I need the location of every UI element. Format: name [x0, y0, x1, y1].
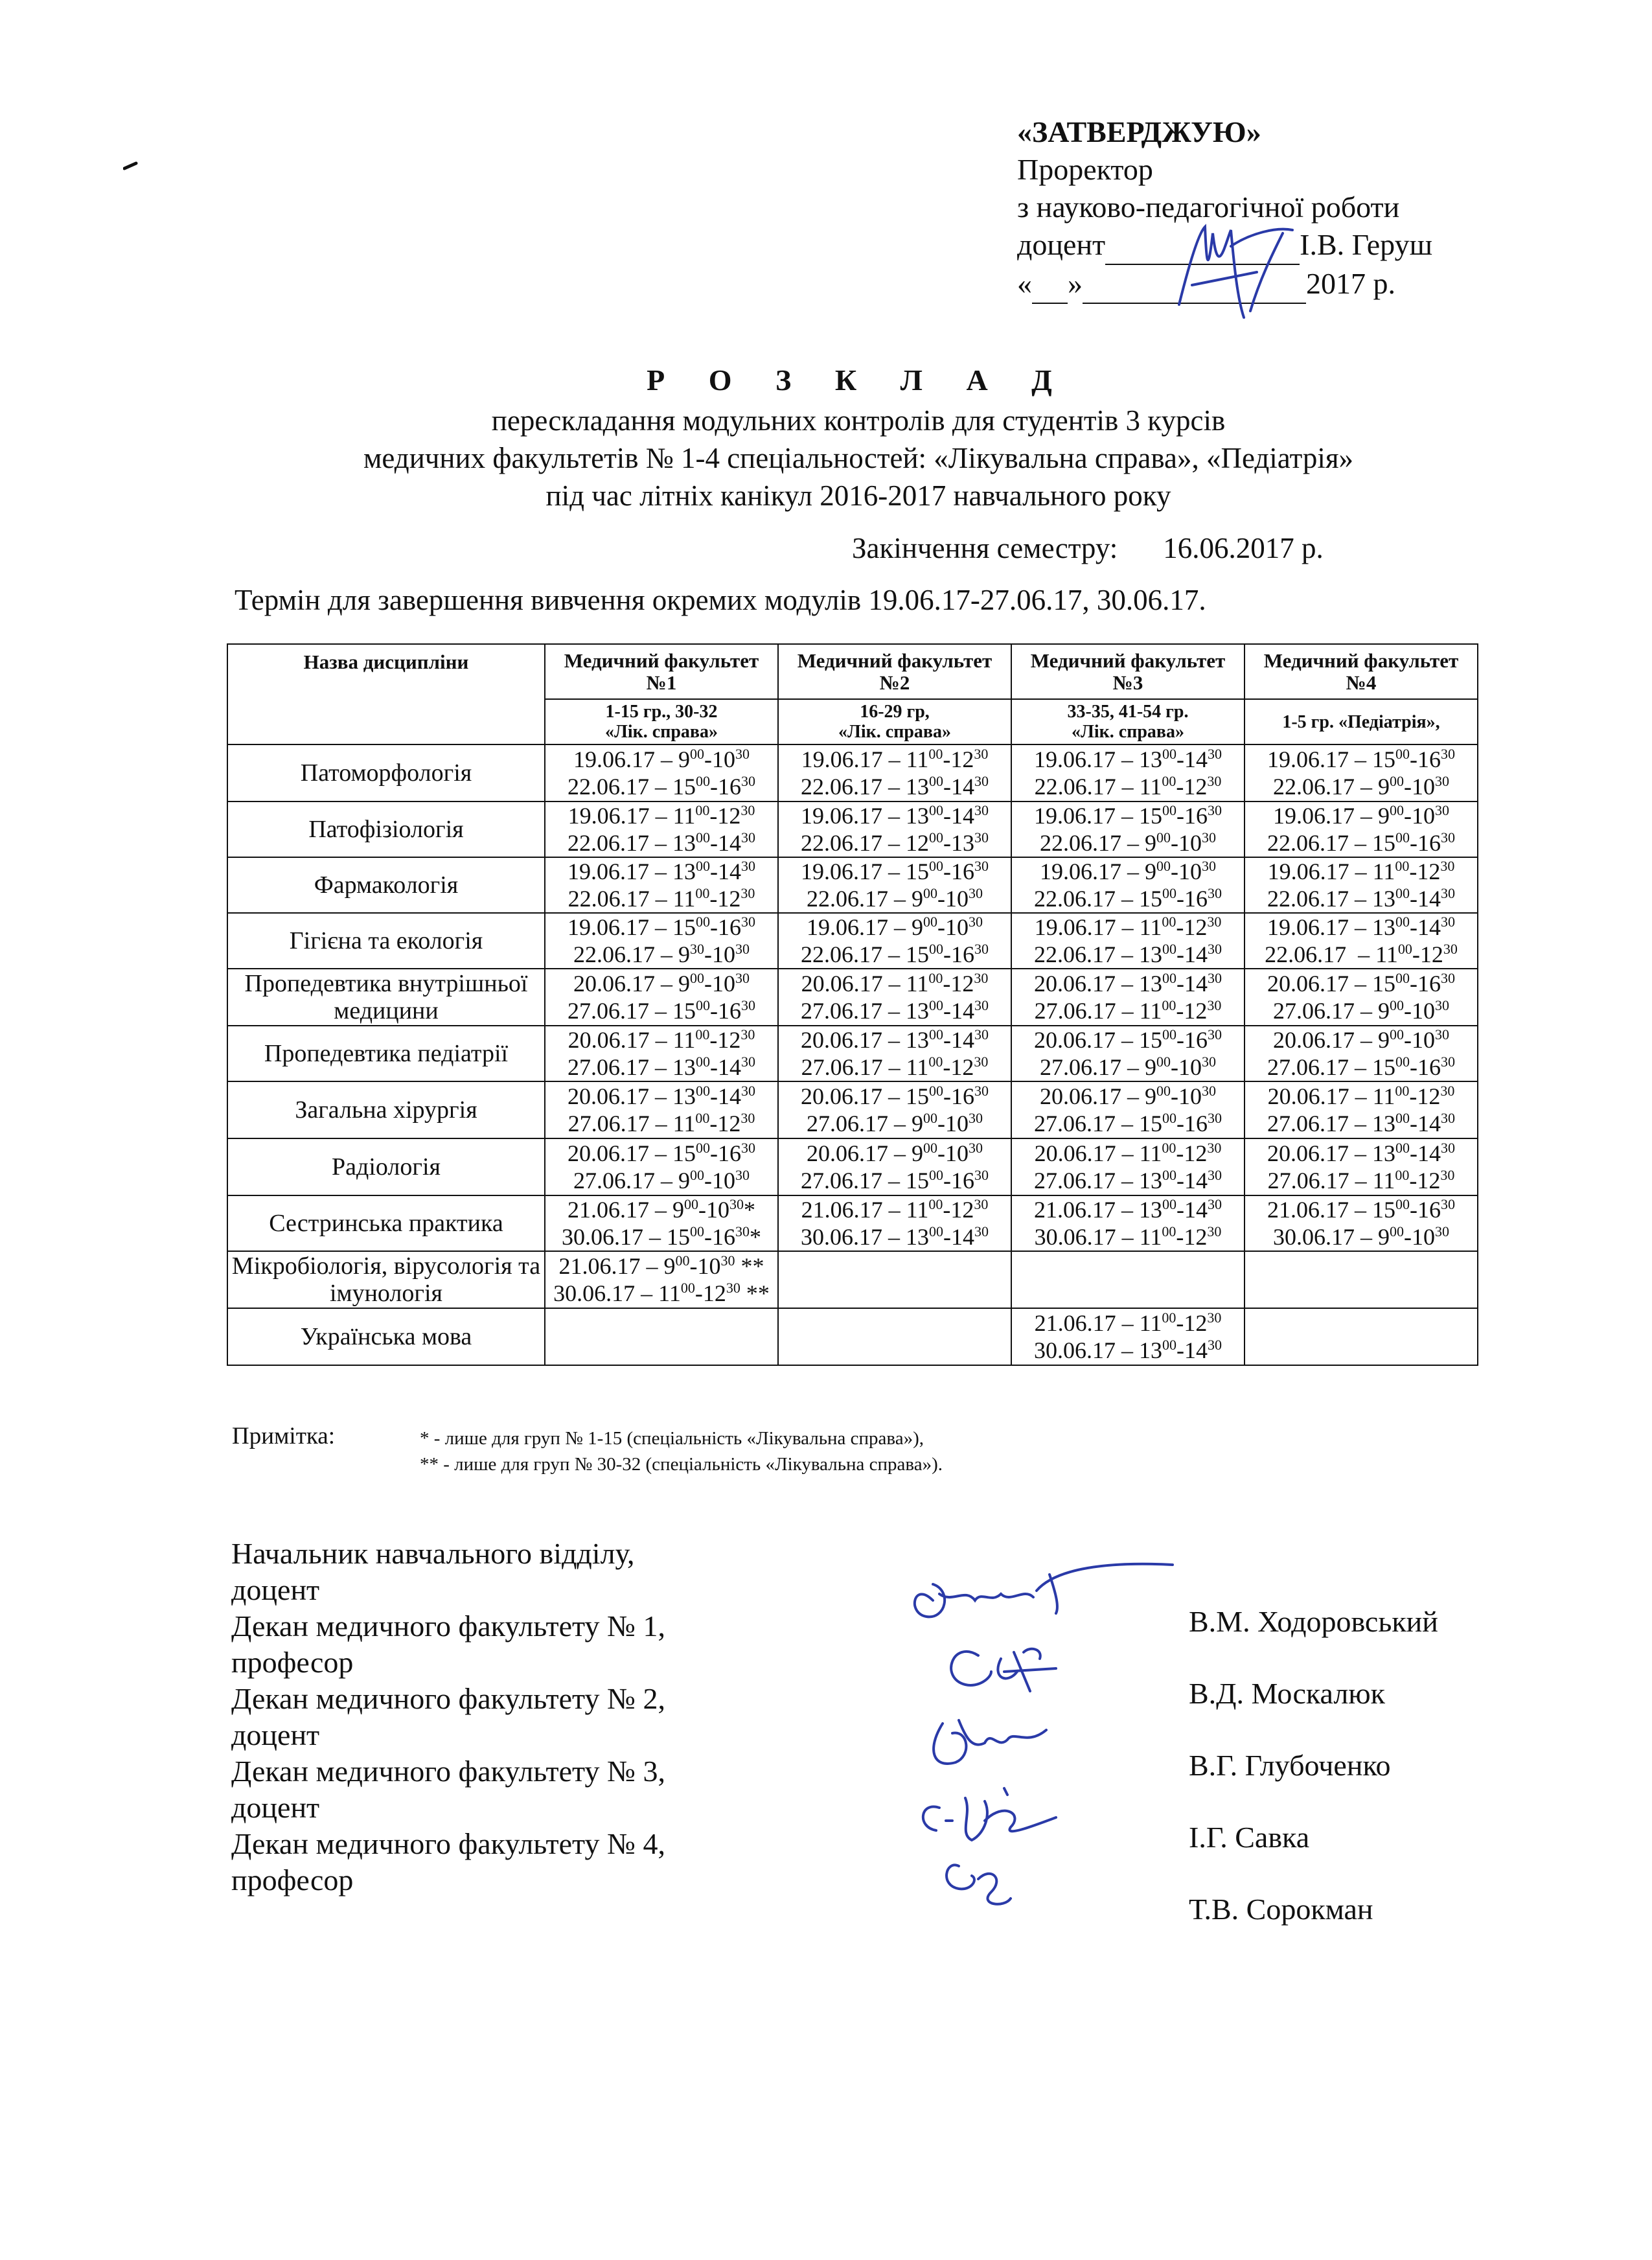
discipline-cell: Гігієна та екологія — [227, 913, 545, 969]
schedule-slot: $19.06.17 - 11^{00}-12^{30}$ — [568, 802, 755, 829]
schedule-slot: $20.06.17 - 15^{00}-16^{30}$ — [801, 1083, 989, 1109]
schedule-cell — [778, 913, 1011, 969]
note-item: ** - лише для груп № 30-32 (спеціальність «Лікувальна справа»). — [420, 1454, 943, 1475]
table-row — [227, 1251, 1478, 1308]
schedule-slot: $19.06.17 - 13^{00}-14^{30}$ — [1267, 914, 1455, 940]
schedule-slot: $27.06.17 - 13^{00}-14^{30}$ — [801, 997, 989, 1024]
schedule-cell — [545, 1081, 778, 1138]
table-row — [227, 913, 1478, 969]
discipline-header: Назва дисципліни — [227, 644, 545, 744]
schedule-slot: $22.06.17 - 15^{00}-16^{30}$ — [568, 773, 755, 800]
document-title: Р О З К Л А Д — [647, 363, 1070, 397]
schedule-slot: $20.06.17 - 9^{00}-10^{30}$ — [807, 1140, 983, 1166]
note-label: Примітка: — [232, 1423, 336, 1449]
vice-rector-signature — [1153, 207, 1302, 337]
schedule-cell — [1011, 744, 1245, 801]
note-items — [420, 1425, 943, 1477]
discipline-cell: Фармакологія — [227, 857, 545, 913]
table-row — [227, 969, 1478, 1026]
faculty-header: Медичний факультет №3 — [1011, 644, 1245, 699]
signer-name: В.М. Ходоровський — [1189, 1605, 1438, 1638]
schedule-slot: $22.06.17 - 15^{00}-16^{30}$ — [801, 941, 989, 967]
schedule-slot: $27.06.17 - 9^{00}-10^{30}$ — [807, 1110, 983, 1136]
schedule-cell — [1245, 913, 1478, 969]
signature-4 — [923, 1788, 1056, 1840]
schedule-slot: $19.06.17 - 11^{00}-12^{30}$ — [1267, 858, 1455, 884]
faculty-groups: 16-29 гр, «Лік. справа» — [778, 699, 1011, 744]
schedule-slot: $30.06.17 - 11^{00}-12^{30}$ — [1034, 1223, 1222, 1250]
schedule-slot: $19.06.17 - 13^{00}-14^{30}$ — [568, 858, 755, 884]
schedule-cell — [778, 1026, 1011, 1081]
faculty-groups: 1-5 гр. «Педіатрія», — [1245, 699, 1478, 744]
schedule-cell — [778, 1138, 1011, 1195]
schedule-slot: $22.06.17 - 15^{00}-16^{30}$ — [1267, 829, 1455, 856]
schedule-slot: $27.06.17 - 11^{00}-12^{30}$ — [1267, 1167, 1455, 1193]
schedule-slot: $19.06.17 - 11^{00}-12^{30}$ — [1034, 914, 1222, 940]
schedule-slot: $27.06.17 - 9^{00}-10^{30}$ — [1040, 1054, 1216, 1080]
discipline-cell: Українська мова — [227, 1308, 545, 1365]
faculty-groups: 33-35, 41-54 гр. «Лік. справа» — [1011, 699, 1245, 744]
discipline-cell: Пропедевтика педіатрії — [227, 1026, 545, 1081]
schedule-cell — [778, 744, 1011, 801]
schedule-cell — [778, 1195, 1011, 1251]
schedule-slot: $30.06.17 - 11^{00}-12^{30}$ ** — [553, 1280, 770, 1306]
discipline-cell: Патофізіологія — [227, 801, 545, 857]
schedule-slot: $19.06.17 - 15^{00}-16^{30}$ — [1034, 802, 1222, 829]
discipline-cell: Сестринська практика — [227, 1195, 545, 1251]
semester-end-date: 16.06.2017 р. — [1163, 532, 1324, 564]
signers-positions: Начальник навчального відділу, доцент Декан медичного факультету № 1, професор Декан медичного факультету № 2, доцент Декан медичного факультету № 3, доцент Декан медичного факультету № 4, професор — [231, 1537, 665, 1897]
schedule-cell — [545, 1251, 778, 1308]
schedule-slot: $27.06.17 - 11^{00}-12^{30}$ — [1034, 997, 1222, 1024]
schedule-slot: $20.06.17 - 11^{00}-12^{30}$ — [1267, 1083, 1455, 1109]
schedule-body — [227, 744, 1478, 1365]
schedule-slot: $21.06.17 - 9^{00}-10^{30}*$ — [568, 1196, 755, 1223]
schedule-slot: $22.06.17 - 9^{00}-10^{30}$ — [1040, 829, 1216, 856]
schedule-slot: $22.06.17 - 13^{00}-14^{30}$ — [1267, 885, 1455, 912]
schedule-slot: $21.06.17 - 13^{00}-14^{30}$ — [1034, 1196, 1222, 1223]
schedule-slot: $19.06.17 - 9^{00}-10^{30}$ — [573, 746, 750, 772]
table-row — [227, 1026, 1478, 1081]
schedule-slot: $21.06.17 - 11^{00}-12^{30}$ — [801, 1196, 989, 1223]
schedule-slot: $27.06.17 - 13^{00}-14^{30}$ — [568, 1054, 755, 1080]
note-item: * - лише для груп № 1-15 (спеціальність «Лікувальна справа»), — [420, 1428, 924, 1449]
schedule-cell — [1011, 1138, 1245, 1195]
schedule-slot: $19.06.17 - 11^{00}-12^{30}$ — [801, 746, 989, 772]
discipline-cell: Радіологія — [227, 1138, 545, 1195]
schedule-cell — [1011, 1195, 1245, 1251]
schedule-cell — [1245, 744, 1478, 801]
discipline-cell: Патоморфологія — [227, 744, 545, 801]
header-row — [227, 644, 1478, 699]
discipline-cell: Мікробіологія, вірусологія та імунологія — [227, 1251, 545, 1308]
approval-position-detail: з науково-педагогічної роботи — [1017, 190, 1400, 224]
schedule-cell — [1011, 913, 1245, 969]
schedule-cell — [545, 969, 778, 1026]
approval-heading: «ЗАТВЕРДЖУЮ» — [1017, 115, 1261, 148]
schedule-cell — [1011, 1026, 1245, 1081]
schedule-cell — [1245, 1081, 1478, 1138]
signer-name: В.Г. Глубоченко — [1189, 1749, 1391, 1782]
schedule-slot: $22.06.17 - 11^{00}-12^{30}$ — [1265, 941, 1458, 967]
schedule-cell — [545, 1308, 778, 1365]
schedule-table — [227, 643, 1478, 1366]
signature-5 — [946, 1865, 1011, 1904]
signer-name: І.Г. Савка — [1189, 1821, 1310, 1854]
schedule-cell — [778, 1308, 1011, 1365]
schedule-slot: $20.06.17 - 13^{00}-14^{30}$ — [801, 1026, 989, 1053]
schedule-slot: $20.06.17 - 13^{00}-14^{30}$ — [1034, 970, 1222, 997]
schedule-slot: $21.06.17 - 11^{00}-12^{30}$ — [1034, 1309, 1222, 1336]
schedule-cell — [545, 857, 778, 913]
schedule-slot: $21.06.17 - 15^{00}-16^{30}$ — [1267, 1196, 1455, 1223]
schedule-slot: $20.06.17 - 9^{00}-10^{30}$ — [573, 970, 750, 997]
schedule-slot: $21.06.17 - 9^{00}-10^{30}$ ** — [558, 1252, 764, 1279]
schedule-slot: $30.06.17 - 9^{00}-10^{30}$ — [1273, 1223, 1449, 1250]
schedule-slot: $30.06.17 - 15^{00}-16^{30}*$ — [562, 1223, 761, 1250]
schedule-cell — [1011, 969, 1245, 1026]
schedule-cell — [778, 969, 1011, 1026]
discipline-cell: Пропедевтика внутрішньої медицини — [227, 969, 545, 1026]
schedule-cell — [1245, 1026, 1478, 1081]
schedule-cell — [545, 1195, 778, 1251]
schedule-slot: $30.06.17 - 13^{00}-14^{30}$ — [801, 1223, 989, 1250]
schedule-cell — [1245, 1138, 1478, 1195]
schedule-slot: $20.06.17 - 11^{00}-12^{30}$ — [1034, 1140, 1222, 1166]
faculty-header: Медичний факультет №1 — [545, 644, 778, 699]
schedule-cell — [545, 1026, 778, 1081]
faculty-groups: 1-15 гр., 30-32 «Лік. справа» — [545, 699, 778, 744]
schedule-slot: $19.06.17 - 9^{00}-10^{30}$ — [807, 914, 983, 940]
table-row — [227, 801, 1478, 857]
schedule-slot: $22.06.17 - 9^{00}-10^{30}$ — [807, 885, 983, 912]
schedule-slot: $19.06.17 - 9^{00}-10^{30}$ — [1040, 858, 1216, 884]
schedule-cell — [1245, 1308, 1478, 1365]
table-row — [227, 1081, 1478, 1138]
schedule-cell — [1011, 1081, 1245, 1138]
schedule-cell — [545, 1138, 778, 1195]
schedule-slot: $27.06.17 - 15^{00}-16^{30}$ — [568, 997, 755, 1024]
schedule-slot: $19.06.17 - 15^{00}-16^{30}$ — [1267, 746, 1455, 772]
schedule-cell — [1245, 1195, 1478, 1251]
schedule-cell — [545, 913, 778, 969]
schedule-slot: $19.06.17 - 13^{00}-14^{30}$ — [1034, 746, 1222, 772]
schedule-slot: $20.06.17 - 11^{00}-12^{30}$ — [801, 970, 989, 997]
document-subtitle: перескладання модульних контролів для студентів 3 курсів медичних факультетів № 1-4 спеціальностей: «Лікувальна справа», «Педіатрія» під час літніх канікул 2016-2017 навчального року — [363, 404, 1354, 512]
signature-2 — [951, 1649, 1056, 1691]
schedule-cell — [1011, 1308, 1245, 1365]
schedule-slot: $27.06.17 - 15^{00}-16^{30}$ — [1034, 1110, 1222, 1136]
approval-year: 2017 р. — [1306, 267, 1395, 300]
approval-position: Проректор — [1017, 153, 1153, 186]
schedule-slot: $27.06.17 - 11^{00}-12^{30}$ — [568, 1110, 755, 1136]
signer-name: Т.В. Сорокман — [1189, 1893, 1373, 1926]
schedule-cell — [1245, 1251, 1478, 1308]
schedule-slot: $20.06.17 - 15^{00}-16^{30}$ — [1034, 1026, 1222, 1053]
schedule-slot: $20.06.17 - 11^{00}-12^{30}$ — [568, 1026, 755, 1053]
schedule-cell — [545, 744, 778, 801]
schedule-slot: $22.06.17 - 13^{00}-14^{30}$ — [801, 773, 989, 800]
schedule-cell — [1011, 857, 1245, 913]
semester-end: Закінчення семестру: 16.06.2017 р. — [852, 532, 1324, 564]
schedule-slot: $20.06.17 - 13^{00}-14^{30}$ — [568, 1083, 755, 1109]
schedule-slot: $22.06.17 - 11^{00}-12^{30}$ — [1034, 773, 1222, 800]
signers-names — [1189, 1585, 1438, 1945]
schedule-cell — [778, 1251, 1011, 1308]
table-row — [227, 1308, 1478, 1365]
schedule-cell — [1245, 857, 1478, 913]
term-note: Термін для завершення вивчення окремих модулів 19.06.17-27.06.17, 30.06.17. — [235, 584, 1206, 616]
schedule-cell — [778, 1081, 1011, 1138]
table-row — [227, 1195, 1478, 1251]
handwritten-signatures — [894, 1555, 1179, 1918]
stray-mark — [123, 161, 139, 171]
schedule-slot: $22.06.17 - 9^{30}-10^{30}$ — [573, 941, 750, 967]
schedule-slot: $19.06.17 - 15^{00}-16^{30}$ — [568, 914, 755, 940]
signer-name: В.Д. Москалюк — [1189, 1677, 1386, 1710]
schedule-slot: $20.06.17 - 15^{00}-16^{30}$ — [568, 1140, 755, 1166]
schedule-slot: $27.06.17 - 15^{00}-16^{30}$ — [801, 1167, 989, 1193]
schedule-slot: $22.06.17 - 11^{00}-12^{30}$ — [568, 885, 755, 912]
schedule-slot: $27.06.17 - 13^{00}-14^{30}$ — [1267, 1110, 1455, 1136]
signature-1 — [915, 1564, 1173, 1617]
schedule-slot: $30.06.17 - 13^{00}-14^{30}$ — [1034, 1337, 1222, 1363]
schedule-slot: $27.06.17 - 9^{00}-10^{30}$ — [1273, 997, 1449, 1024]
schedule-cell — [1011, 801, 1245, 857]
schedule-slot: $20.06.17 - 9^{00}-10^{30}$ — [1040, 1083, 1216, 1109]
table-row — [227, 1138, 1478, 1195]
schedule-slot: $27.06.17 - 15^{00}-16^{30}$ — [1267, 1054, 1455, 1080]
schedule-slot: $19.06.17 - 15^{00}-16^{30}$ — [801, 858, 989, 884]
schedule-slot: $27.06.17 - 13^{00}-14^{30}$ — [1034, 1167, 1222, 1193]
schedule-cell — [1245, 969, 1478, 1026]
schedule-cell — [1245, 801, 1478, 857]
table-row — [227, 857, 1478, 913]
schedule-slot: $22.06.17 - 15^{00}-16^{30}$ — [1034, 885, 1222, 912]
schedule-slot: $19.06.17 - 9^{00}-10^{30}$ — [1273, 802, 1449, 829]
approval-date-line: « » 2017 р. — [1017, 265, 1432, 304]
table-row — [227, 744, 1478, 801]
schedule-slot: $20.06.17 - 13^{00}-14^{30}$ — [1267, 1140, 1455, 1166]
schedule-slot: $20.06.17 - 15^{00}-16^{30}$ — [1267, 970, 1455, 997]
schedule-slot: $22.06.17 - 12^{00}-13^{30}$ — [801, 829, 989, 856]
schedule-slot: $22.06.17 - 9^{00}-10^{30}$ — [1273, 773, 1449, 800]
schedule-slot: $20.06.17 - 9^{00}-10^{30}$ — [1273, 1026, 1449, 1053]
schedule-cell — [1011, 1251, 1245, 1308]
schedule-cell — [778, 857, 1011, 913]
discipline-cell: Загальна хірургія — [227, 1081, 545, 1138]
schedule-slot: $27.06.17 - 9^{00}-10^{30}$ — [573, 1167, 750, 1193]
schedule-slot: $22.06.17 - 13^{00}-14^{30}$ — [1034, 941, 1222, 967]
schedule-cell — [778, 801, 1011, 857]
signature-3 — [934, 1720, 1046, 1764]
schedule-slot: $22.06.17 - 13^{00}-14^{30}$ — [568, 829, 755, 856]
schedule-cell — [545, 801, 778, 857]
schedule-slot: $19.06.17 - 13^{00}-14^{30}$ — [801, 802, 989, 829]
faculty-header: Медичний факультет №2 — [778, 644, 1011, 699]
approval-rank: доцент — [1017, 228, 1106, 261]
schedule-slot: $27.06.17 - 11^{00}-12^{30}$ — [801, 1054, 989, 1080]
approval-name: І.В. Геруш — [1300, 228, 1432, 261]
faculty-header: Медичний факультет №4 — [1245, 644, 1478, 699]
